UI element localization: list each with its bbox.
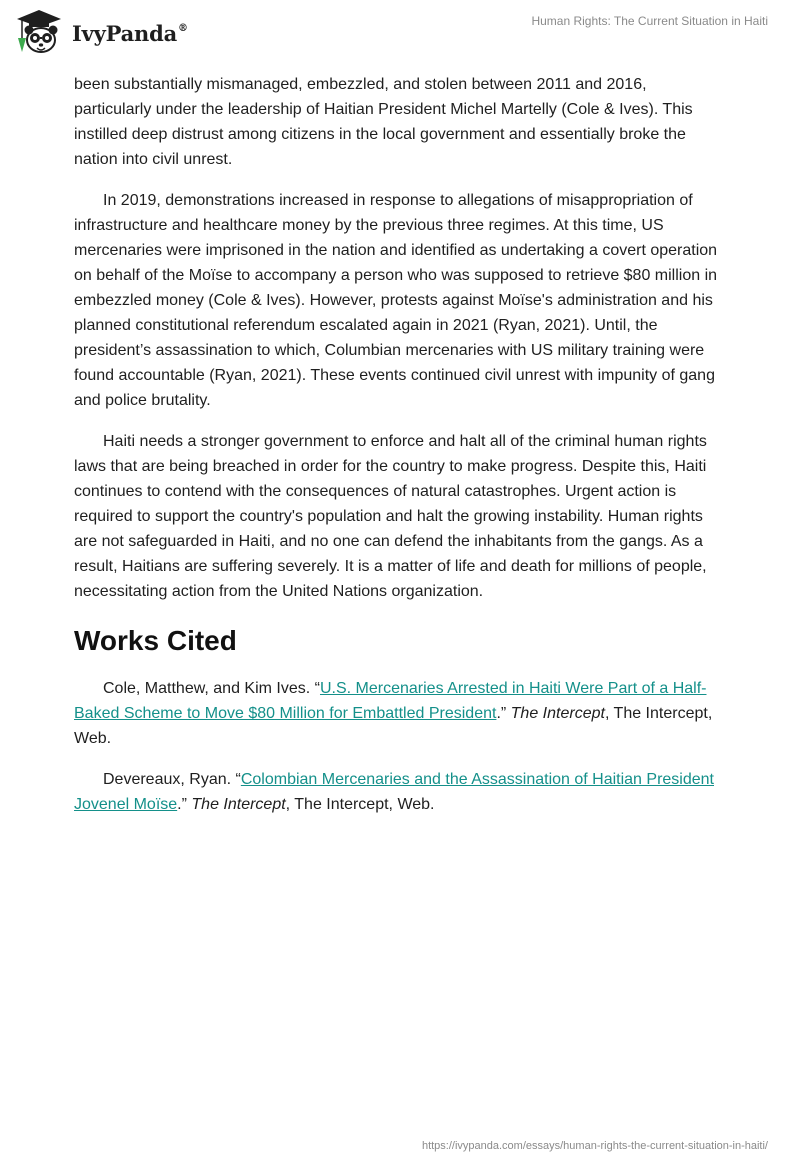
- page-header: [0, 0, 800, 64]
- body-paragraph-3: Haiti needs a stronger government to enforce and halt all of the criminal human rights laws that are being breached in order for the country to make progress. Despite this, Haiti continues to contend with the consequences of natural catastrophes. Urgent action is required to support the country's population and halt the growing instability. Human rights are not safeguarded in Haiti, and no one can defend the inhabitants from the gangs. As a result, Haitians are suffering severely. It is a matter of life and death for millions of people, necessitating action from the United Nations organization.: [74, 433, 707, 600]
- citation-journal: The Intercept: [191, 796, 286, 813]
- body-paragraph-2: In 2019, demonstrations increased in response to allegations of misappropriation of infrastructure and healthcare money by the previous three regimes. At this time, US mercenaries were imprisoned in the nation and identified as undertaking a covert operation on behalf of the Moïse to accompany a person who was supposed to retrieve $80 million in embezzled money (Cole & Ives). However, protests against Moïse's administration and his planned constitutional referendum escalated again in 2021 (Ryan, 2021). Until, the president’s assassination to which, Columbian mercenaries with US military training were found accountable (Ryan, 2021). These events continued civil unrest with impunity of gang and police brutality.: [74, 192, 718, 409]
- citation-entry-2: [74, 767, 726, 817]
- body-paragraph-1: been substantially mismanaged, embezzled, and stolen between 2011 and 2016, particularly under the leadership of Haitian President Michel Martelly (Cole & Ives). This instilled deep distrust among citizens in the local government and essentially broke the nation into civil unrest.: [74, 76, 693, 168]
- document-title: Human Rights: The Current Situation in Haiti: [531, 14, 768, 28]
- citation-punctuation: .”: [496, 705, 511, 722]
- logo-wordmark: IvyPanda®: [72, 20, 188, 46]
- citation-link-1[interactable]: U.S. Mercenaries Arrested in Haiti Were Part of a Half-Baked Scheme to Move $80 Million for Embattled President: [74, 680, 707, 722]
- citation-authors: Cole, Matthew, and Kim Ives. “: [103, 680, 320, 697]
- registered-mark: ®: [178, 22, 188, 34]
- panda-graduate-icon: [14, 8, 64, 56]
- citation-publisher: , The Intercept, Web.: [285, 796, 435, 813]
- citation-punctuation: .”: [177, 796, 192, 813]
- citation-entry-1: [74, 676, 726, 751]
- citation-link-2[interactable]: Colombian Mercenaries and the Assassination of Haitian President Jovenel Moïse: [74, 771, 714, 813]
- works-cited-heading: Works Cited: [74, 625, 237, 656]
- essay-content: [74, 72, 726, 833]
- citation-journal: The Intercept: [510, 705, 605, 722]
- citation-authors: Devereaux, Ryan. “: [103, 771, 241, 788]
- source-url: https://ivypanda.com/essays/human-rights-the-current-situation-in-haiti/: [421, 1140, 768, 1152]
- ivypanda-logo[interactable]: [14, 8, 188, 56]
- citation-publisher: , The Intercept, Web.: [74, 705, 713, 747]
